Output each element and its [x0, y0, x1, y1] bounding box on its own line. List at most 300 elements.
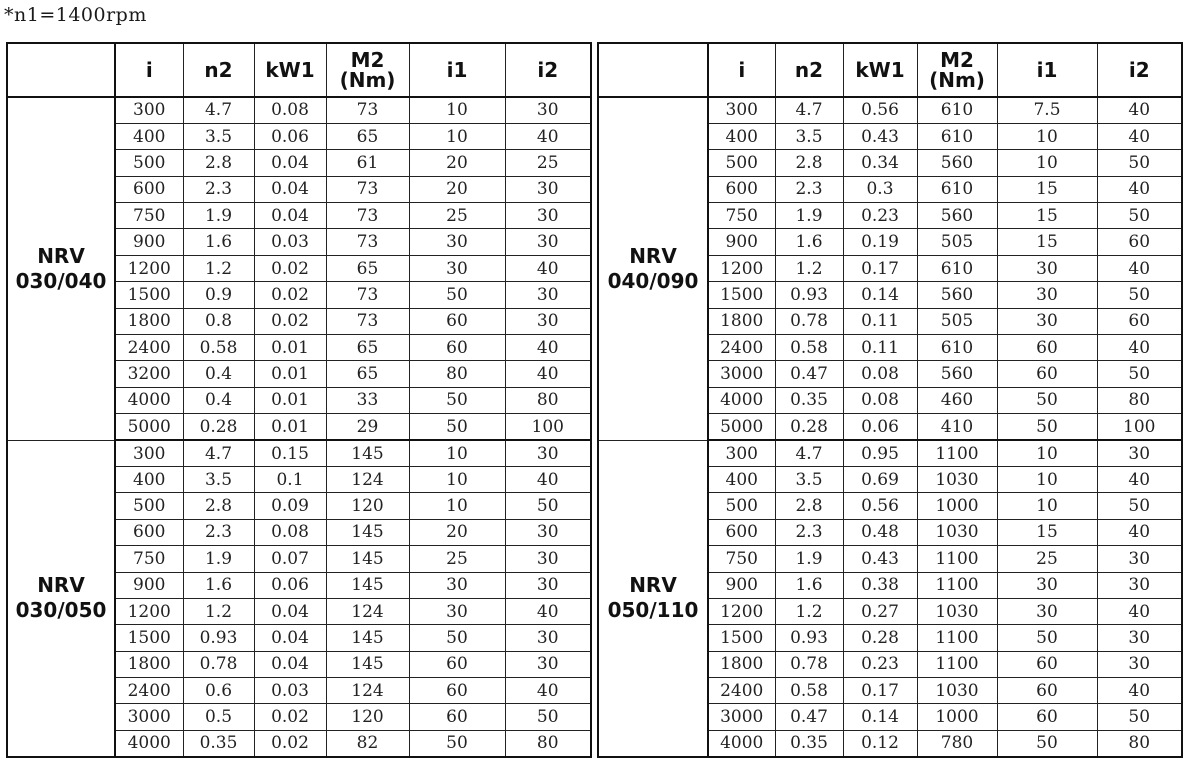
second-stage-ratio-cell: 50 [505, 704, 591, 730]
ratio-cell: 900 [708, 572, 775, 598]
input-power-cell: 0.04 [254, 150, 326, 176]
output-torque-cell: 65 [326, 255, 409, 281]
output-speed-cell: 0.47 [775, 361, 843, 387]
ratio-cell: 400 [115, 123, 183, 149]
ratio-column-header: i [708, 43, 775, 97]
output-speed-cell: 3.5 [775, 123, 843, 149]
output-torque-cell: 610 [917, 97, 997, 123]
first-stage-ratio-cell: 50 [997, 730, 1097, 756]
input-power-cell: 0.12 [843, 730, 917, 756]
first-stage-ratio-cell: 10 [997, 150, 1097, 176]
first-stage-ratio-cell: 30 [409, 229, 505, 255]
output-torque-cell: 1100 [917, 546, 997, 572]
output-speed-cell: 2.3 [775, 176, 843, 202]
first-stage-ratio-cell: 15 [997, 176, 1097, 202]
first-stage-ratio-cell: 50 [409, 387, 505, 413]
output-speed-cell: 0.4 [183, 361, 254, 387]
torque-label: M2 [940, 48, 974, 72]
ratio-cell: 1500 [708, 625, 775, 651]
input-power-cell: 0.27 [843, 598, 917, 624]
table-row [7, 440, 591, 466]
ratio-cell: 500 [115, 493, 183, 519]
input-power-cell: 0.08 [843, 361, 917, 387]
output-torque-cell: 120 [326, 704, 409, 730]
output-speed-cell: 0.93 [775, 625, 843, 651]
output-speed-cell: 2.8 [775, 493, 843, 519]
second-stage-ratio-cell: 60 [1097, 229, 1182, 255]
second-stage-ratio-cell: 40 [1097, 176, 1182, 202]
input-power-column-header: kW1 [254, 43, 326, 97]
input-power-cell: 0.19 [843, 229, 917, 255]
second-stage-ratio-cell: 30 [505, 282, 591, 308]
output-speed-cell: 0.8 [183, 308, 254, 334]
second-stage-ratio-cell: 50 [1097, 704, 1182, 730]
first-stage-ratio-cell: 50 [409, 730, 505, 756]
output-torque-cell: 610 [917, 176, 997, 202]
output-torque-cell: 73 [326, 282, 409, 308]
torque-unit-label: (Nm) [929, 68, 985, 92]
second-stage-ratio-cell: 50 [1097, 493, 1182, 519]
first-stage-ratio-cell: 60 [409, 651, 505, 677]
ratio-cell: 2400 [115, 678, 183, 704]
model-size-label: 040/090 [607, 268, 699, 293]
ratio-cell: 2400 [115, 335, 183, 361]
output-torque-cell: 145 [326, 440, 409, 466]
first-stage-ratio-cell: 25 [409, 546, 505, 572]
second-stage-ratio-cell: 40 [505, 335, 591, 361]
input-power-cell: 0.06 [254, 123, 326, 149]
input-power-cell: 0.56 [843, 493, 917, 519]
output-speed-cell: 0.78 [775, 651, 843, 677]
output-speed-cell: 1.9 [775, 546, 843, 572]
header-row [7, 43, 591, 97]
output-torque-cell: 410 [917, 414, 997, 440]
input-power-cell: 0.03 [254, 678, 326, 704]
second-stage-ratio-cell: 30 [505, 440, 591, 466]
output-torque-cell: 73 [326, 229, 409, 255]
model-series-label: NRV [629, 243, 677, 268]
first-stage-ratio-cell: 20 [409, 176, 505, 202]
first-stage-ratio-cell: 30 [997, 308, 1097, 334]
output-speed-cell: 4.7 [775, 440, 843, 466]
first-stage-ratio-cell: 60 [997, 361, 1097, 387]
input-power-cell: 0.17 [843, 255, 917, 281]
ratio-cell: 400 [115, 466, 183, 492]
ratio-cell: 3000 [708, 361, 775, 387]
output-torque-cell: 124 [326, 466, 409, 492]
second-stage-ratio-cell: 40 [1097, 97, 1182, 123]
first-stage-ratio-cell: 50 [997, 625, 1097, 651]
output-torque-cell: 610 [917, 123, 997, 149]
ratio-cell: 500 [115, 150, 183, 176]
second-stage-ratio-cell: 50 [1097, 282, 1182, 308]
output-speed-column-header: n2 [775, 43, 843, 97]
first-stage-ratio-cell: 30 [997, 598, 1097, 624]
output-speed-cell: 0.28 [183, 414, 254, 440]
output-torque-cell: 65 [326, 123, 409, 149]
ratio-cell: 1800 [115, 651, 183, 677]
first-stage-ratio-column-header: i1 [997, 43, 1097, 97]
first-stage-ratio-cell: 15 [997, 519, 1097, 545]
input-power-cell: 0.01 [254, 387, 326, 413]
output-torque-cell: 560 [917, 150, 997, 176]
input-power-cell: 0.08 [843, 387, 917, 413]
first-stage-ratio-cell: 60 [409, 704, 505, 730]
output-speed-cell: 2.8 [775, 150, 843, 176]
output-speed-cell: 1.2 [183, 255, 254, 281]
input-power-cell: 0.01 [254, 414, 326, 440]
output-torque-column-header [917, 43, 997, 97]
ratio-cell: 1500 [115, 282, 183, 308]
first-stage-ratio-cell: 60 [997, 651, 1097, 677]
first-stage-ratio-cell: 30 [997, 282, 1097, 308]
second-stage-ratio-cell: 50 [1097, 361, 1182, 387]
table-row [7, 97, 591, 123]
input-power-cell: 0.56 [843, 97, 917, 123]
output-speed-cell: 1.9 [775, 203, 843, 229]
ratio-cell: 3000 [115, 704, 183, 730]
output-torque-cell: 560 [917, 282, 997, 308]
second-stage-ratio-cell: 40 [1097, 335, 1182, 361]
second-stage-ratio-cell: 50 [505, 493, 591, 519]
output-torque-cell: 124 [326, 678, 409, 704]
ratio-cell: 4000 [115, 387, 183, 413]
output-speed-cell: 1.2 [183, 598, 254, 624]
first-stage-ratio-cell: 10 [997, 440, 1097, 466]
input-power-cell: 0.43 [843, 123, 917, 149]
second-stage-ratio-cell: 40 [1097, 255, 1182, 281]
first-stage-ratio-cell: 60 [409, 678, 505, 704]
input-power-cell: 0.04 [254, 176, 326, 202]
output-speed-cell: 1.9 [183, 203, 254, 229]
input-power-cell: 0.07 [254, 546, 326, 572]
first-stage-ratio-cell: 30 [409, 598, 505, 624]
output-speed-cell: 4.7 [183, 97, 254, 123]
first-stage-ratio-cell: 80 [409, 361, 505, 387]
ratio-cell: 900 [115, 229, 183, 255]
model-label-cell [7, 97, 115, 440]
ratio-cell: 600 [115, 176, 183, 202]
ratio-cell: 1200 [708, 598, 775, 624]
input-power-cell: 0.02 [254, 255, 326, 281]
second-stage-ratio-cell: 30 [1097, 440, 1182, 466]
second-stage-ratio-cell: 30 [1097, 572, 1182, 598]
output-speed-cell: 1.6 [183, 572, 254, 598]
second-stage-ratio-cell: 100 [505, 414, 591, 440]
second-stage-ratio-cell: 30 [505, 97, 591, 123]
second-stage-ratio-cell: 100 [1097, 414, 1182, 440]
first-stage-ratio-cell: 50 [409, 625, 505, 651]
speed-note: *n1=1400rpm [4, 4, 147, 26]
output-speed-cell: 0.47 [775, 704, 843, 730]
output-torque-cell: 145 [326, 572, 409, 598]
second-stage-ratio-cell: 30 [505, 572, 591, 598]
second-stage-ratio-cell: 80 [1097, 387, 1182, 413]
ratio-cell: 500 [708, 150, 775, 176]
output-speed-cell: 2.8 [183, 150, 254, 176]
output-torque-cell: 610 [917, 335, 997, 361]
output-torque-cell: 560 [917, 361, 997, 387]
input-power-cell: 0.14 [843, 704, 917, 730]
ratio-cell: 600 [708, 519, 775, 545]
output-speed-cell: 2.8 [183, 493, 254, 519]
second-stage-ratio-column-header: i2 [1097, 43, 1182, 97]
output-torque-cell: 82 [326, 730, 409, 756]
input-power-cell: 0.17 [843, 678, 917, 704]
second-stage-ratio-cell: 30 [1097, 625, 1182, 651]
first-stage-ratio-cell: 20 [409, 519, 505, 545]
first-stage-ratio-cell: 10 [409, 97, 505, 123]
output-speed-cell: 0.9 [183, 282, 254, 308]
ratio-cell: 1800 [115, 308, 183, 334]
output-torque-cell: 780 [917, 730, 997, 756]
output-speed-cell: 0.58 [775, 335, 843, 361]
torque-unit-label: (Nm) [339, 68, 396, 92]
ratio-cell: 1800 [708, 651, 775, 677]
output-speed-cell: 0.93 [775, 282, 843, 308]
ratio-cell: 1200 [115, 255, 183, 281]
output-torque-cell: 73 [326, 308, 409, 334]
first-stage-ratio-cell: 60 [997, 335, 1097, 361]
first-stage-ratio-cell: 50 [409, 414, 505, 440]
second-stage-ratio-cell: 40 [505, 598, 591, 624]
output-torque-cell: 65 [326, 361, 409, 387]
input-power-cell: 0.01 [254, 361, 326, 387]
output-speed-cell: 2.3 [183, 176, 254, 202]
first-stage-ratio-cell: 25 [409, 203, 505, 229]
output-torque-cell: 1100 [917, 625, 997, 651]
output-torque-cell: 1100 [917, 572, 997, 598]
input-power-cell: 0.3 [843, 176, 917, 202]
second-stage-ratio-cell: 60 [1097, 308, 1182, 334]
output-speed-cell: 0.78 [775, 308, 843, 334]
second-stage-ratio-cell: 40 [505, 678, 591, 704]
second-stage-ratio-cell: 50 [1097, 203, 1182, 229]
output-torque-cell: 145 [326, 625, 409, 651]
ratio-cell: 1800 [708, 308, 775, 334]
first-stage-ratio-column-header: i1 [409, 43, 505, 97]
input-power-cell: 0.43 [843, 546, 917, 572]
second-stage-ratio-cell: 30 [505, 651, 591, 677]
output-speed-cell: 0.93 [183, 625, 254, 651]
model-column-header [598, 43, 708, 97]
output-torque-cell: 65 [326, 335, 409, 361]
input-power-cell: 0.03 [254, 229, 326, 255]
second-stage-ratio-cell: 30 [1097, 546, 1182, 572]
ratio-cell: 1200 [115, 598, 183, 624]
model-size-label: 030/050 [15, 598, 107, 623]
first-stage-ratio-cell: 10 [997, 466, 1097, 492]
ratio-cell: 400 [708, 123, 775, 149]
output-speed-cell: 3.5 [183, 466, 254, 492]
first-stage-ratio-cell: 10 [409, 466, 505, 492]
input-power-cell: 0.14 [843, 282, 917, 308]
input-power-cell: 0.02 [254, 704, 326, 730]
input-power-cell: 0.02 [254, 282, 326, 308]
output-speed-cell: 0.28 [775, 414, 843, 440]
output-torque-cell: 1100 [917, 440, 997, 466]
output-torque-cell: 145 [326, 546, 409, 572]
output-torque-cell: 1030 [917, 598, 997, 624]
input-power-cell: 0.11 [843, 335, 917, 361]
output-speed-cell: 0.5 [183, 704, 254, 730]
first-stage-ratio-cell: 10 [409, 493, 505, 519]
model-size-label: 050/110 [607, 598, 699, 623]
output-speed-cell: 0.78 [183, 651, 254, 677]
output-torque-cell: 1100 [917, 651, 997, 677]
first-stage-ratio-cell: 10 [997, 123, 1097, 149]
second-stage-ratio-cell: 40 [1097, 466, 1182, 492]
second-stage-ratio-cell: 30 [505, 229, 591, 255]
first-stage-ratio-cell: 30 [997, 572, 1097, 598]
input-power-cell: 0.04 [254, 203, 326, 229]
ratio-cell: 300 [115, 440, 183, 466]
ratio-cell: 4000 [708, 730, 775, 756]
second-stage-ratio-cell: 30 [505, 308, 591, 334]
output-torque-cell: 29 [326, 414, 409, 440]
second-stage-ratio-cell: 30 [505, 625, 591, 651]
ratio-cell: 750 [708, 546, 775, 572]
input-power-cell: 0.06 [254, 572, 326, 598]
output-speed-cell: 1.6 [183, 229, 254, 255]
input-power-cell: 0.34 [843, 150, 917, 176]
ratio-cell: 600 [115, 519, 183, 545]
ratio-column-header: i [115, 43, 183, 97]
output-speed-cell: 0.4 [183, 387, 254, 413]
output-torque-cell: 460 [917, 387, 997, 413]
first-stage-ratio-cell: 10 [997, 493, 1097, 519]
first-stage-ratio-cell: 30 [997, 255, 1097, 281]
input-power-cell: 0.23 [843, 651, 917, 677]
ratio-cell: 750 [708, 203, 775, 229]
ratio-cell: 750 [115, 546, 183, 572]
ratio-cell: 900 [115, 572, 183, 598]
output-torque-cell: 61 [326, 150, 409, 176]
ratio-cell: 3200 [115, 361, 183, 387]
output-speed-cell: 4.7 [775, 97, 843, 123]
input-power-cell: 0.04 [254, 651, 326, 677]
output-torque-cell: 610 [917, 255, 997, 281]
output-torque-cell: 1030 [917, 678, 997, 704]
second-stage-ratio-cell: 50 [1097, 150, 1182, 176]
input-power-cell: 0.08 [254, 519, 326, 545]
first-stage-ratio-cell: 10 [409, 440, 505, 466]
output-torque-cell: 120 [326, 493, 409, 519]
ratio-cell: 300 [708, 97, 775, 123]
input-power-cell: 0.48 [843, 519, 917, 545]
torque-label: M2 [350, 48, 385, 72]
input-power-cell: 0.02 [254, 308, 326, 334]
gear-ratio-table-right [597, 42, 1183, 758]
first-stage-ratio-cell: 60 [409, 308, 505, 334]
first-stage-ratio-cell: 10 [409, 123, 505, 149]
second-stage-ratio-cell: 40 [1097, 123, 1182, 149]
input-power-cell: 0.08 [254, 97, 326, 123]
ratio-cell: 1200 [708, 255, 775, 281]
model-label-cell [7, 440, 115, 757]
input-power-cell: 0.06 [843, 414, 917, 440]
output-torque-cell: 145 [326, 651, 409, 677]
ratio-cell: 4000 [115, 730, 183, 756]
first-stage-ratio-cell: 7.5 [997, 97, 1097, 123]
input-power-column-header: kW1 [843, 43, 917, 97]
first-stage-ratio-cell: 30 [409, 255, 505, 281]
first-stage-ratio-cell: 60 [997, 704, 1097, 730]
ratio-cell: 750 [115, 203, 183, 229]
output-speed-cell: 0.35 [183, 730, 254, 756]
output-torque-cell: 1000 [917, 704, 997, 730]
output-speed-cell: 2.3 [775, 519, 843, 545]
first-stage-ratio-cell: 60 [997, 678, 1097, 704]
output-torque-cell: 560 [917, 203, 997, 229]
input-power-cell: 0.04 [254, 625, 326, 651]
ratio-cell: 600 [708, 176, 775, 202]
model-label-cell [598, 440, 708, 757]
ratio-cell: 500 [708, 493, 775, 519]
table-row [598, 440, 1182, 466]
output-torque-cell: 73 [326, 203, 409, 229]
input-power-cell: 0.11 [843, 308, 917, 334]
output-speed-cell: 1.9 [183, 546, 254, 572]
model-size-label: 030/040 [15, 268, 107, 293]
output-torque-cell: 1000 [917, 493, 997, 519]
ratio-cell: 2400 [708, 678, 775, 704]
second-stage-ratio-cell: 30 [1097, 651, 1182, 677]
second-stage-ratio-cell: 40 [505, 361, 591, 387]
model-series-label: NRV [629, 573, 677, 598]
second-stage-ratio-cell: 25 [505, 150, 591, 176]
output-torque-cell: 1030 [917, 519, 997, 545]
second-stage-ratio-cell: 40 [1097, 678, 1182, 704]
second-stage-ratio-cell: 30 [505, 203, 591, 229]
ratio-cell: 300 [708, 440, 775, 466]
output-speed-column-header: n2 [183, 43, 254, 97]
output-speed-cell: 0.58 [183, 335, 254, 361]
output-torque-cell: 73 [326, 97, 409, 123]
ratio-cell: 400 [708, 466, 775, 492]
second-stage-ratio-column-header: i2 [505, 43, 591, 97]
output-speed-cell: 0.35 [775, 387, 843, 413]
input-power-cell: 0.02 [254, 730, 326, 756]
input-power-cell: 0.04 [254, 598, 326, 624]
ratio-cell: 1500 [115, 625, 183, 651]
input-power-cell: 0.95 [843, 440, 917, 466]
second-stage-ratio-cell: 30 [505, 519, 591, 545]
output-speed-cell: 3.5 [183, 123, 254, 149]
first-stage-ratio-cell: 30 [409, 572, 505, 598]
output-speed-cell: 4.7 [183, 440, 254, 466]
ratio-cell: 4000 [708, 387, 775, 413]
second-stage-ratio-cell: 40 [505, 255, 591, 281]
second-stage-ratio-cell: 30 [505, 176, 591, 202]
ratio-cell: 900 [708, 229, 775, 255]
output-speed-cell: 3.5 [775, 466, 843, 492]
ratio-cell: 300 [115, 97, 183, 123]
output-speed-cell: 1.6 [775, 229, 843, 255]
output-torque-cell: 1030 [917, 466, 997, 492]
first-stage-ratio-cell: 25 [997, 546, 1097, 572]
input-power-cell: 0.69 [843, 466, 917, 492]
output-speed-cell: 0.58 [775, 678, 843, 704]
first-stage-ratio-cell: 15 [997, 229, 1097, 255]
input-power-cell: 0.15 [254, 440, 326, 466]
table-body [598, 97, 1182, 757]
first-stage-ratio-cell: 50 [409, 282, 505, 308]
output-torque-cell: 505 [917, 229, 997, 255]
table-body [7, 97, 591, 757]
model-column-header [7, 43, 115, 97]
ratio-cell: 3000 [708, 704, 775, 730]
